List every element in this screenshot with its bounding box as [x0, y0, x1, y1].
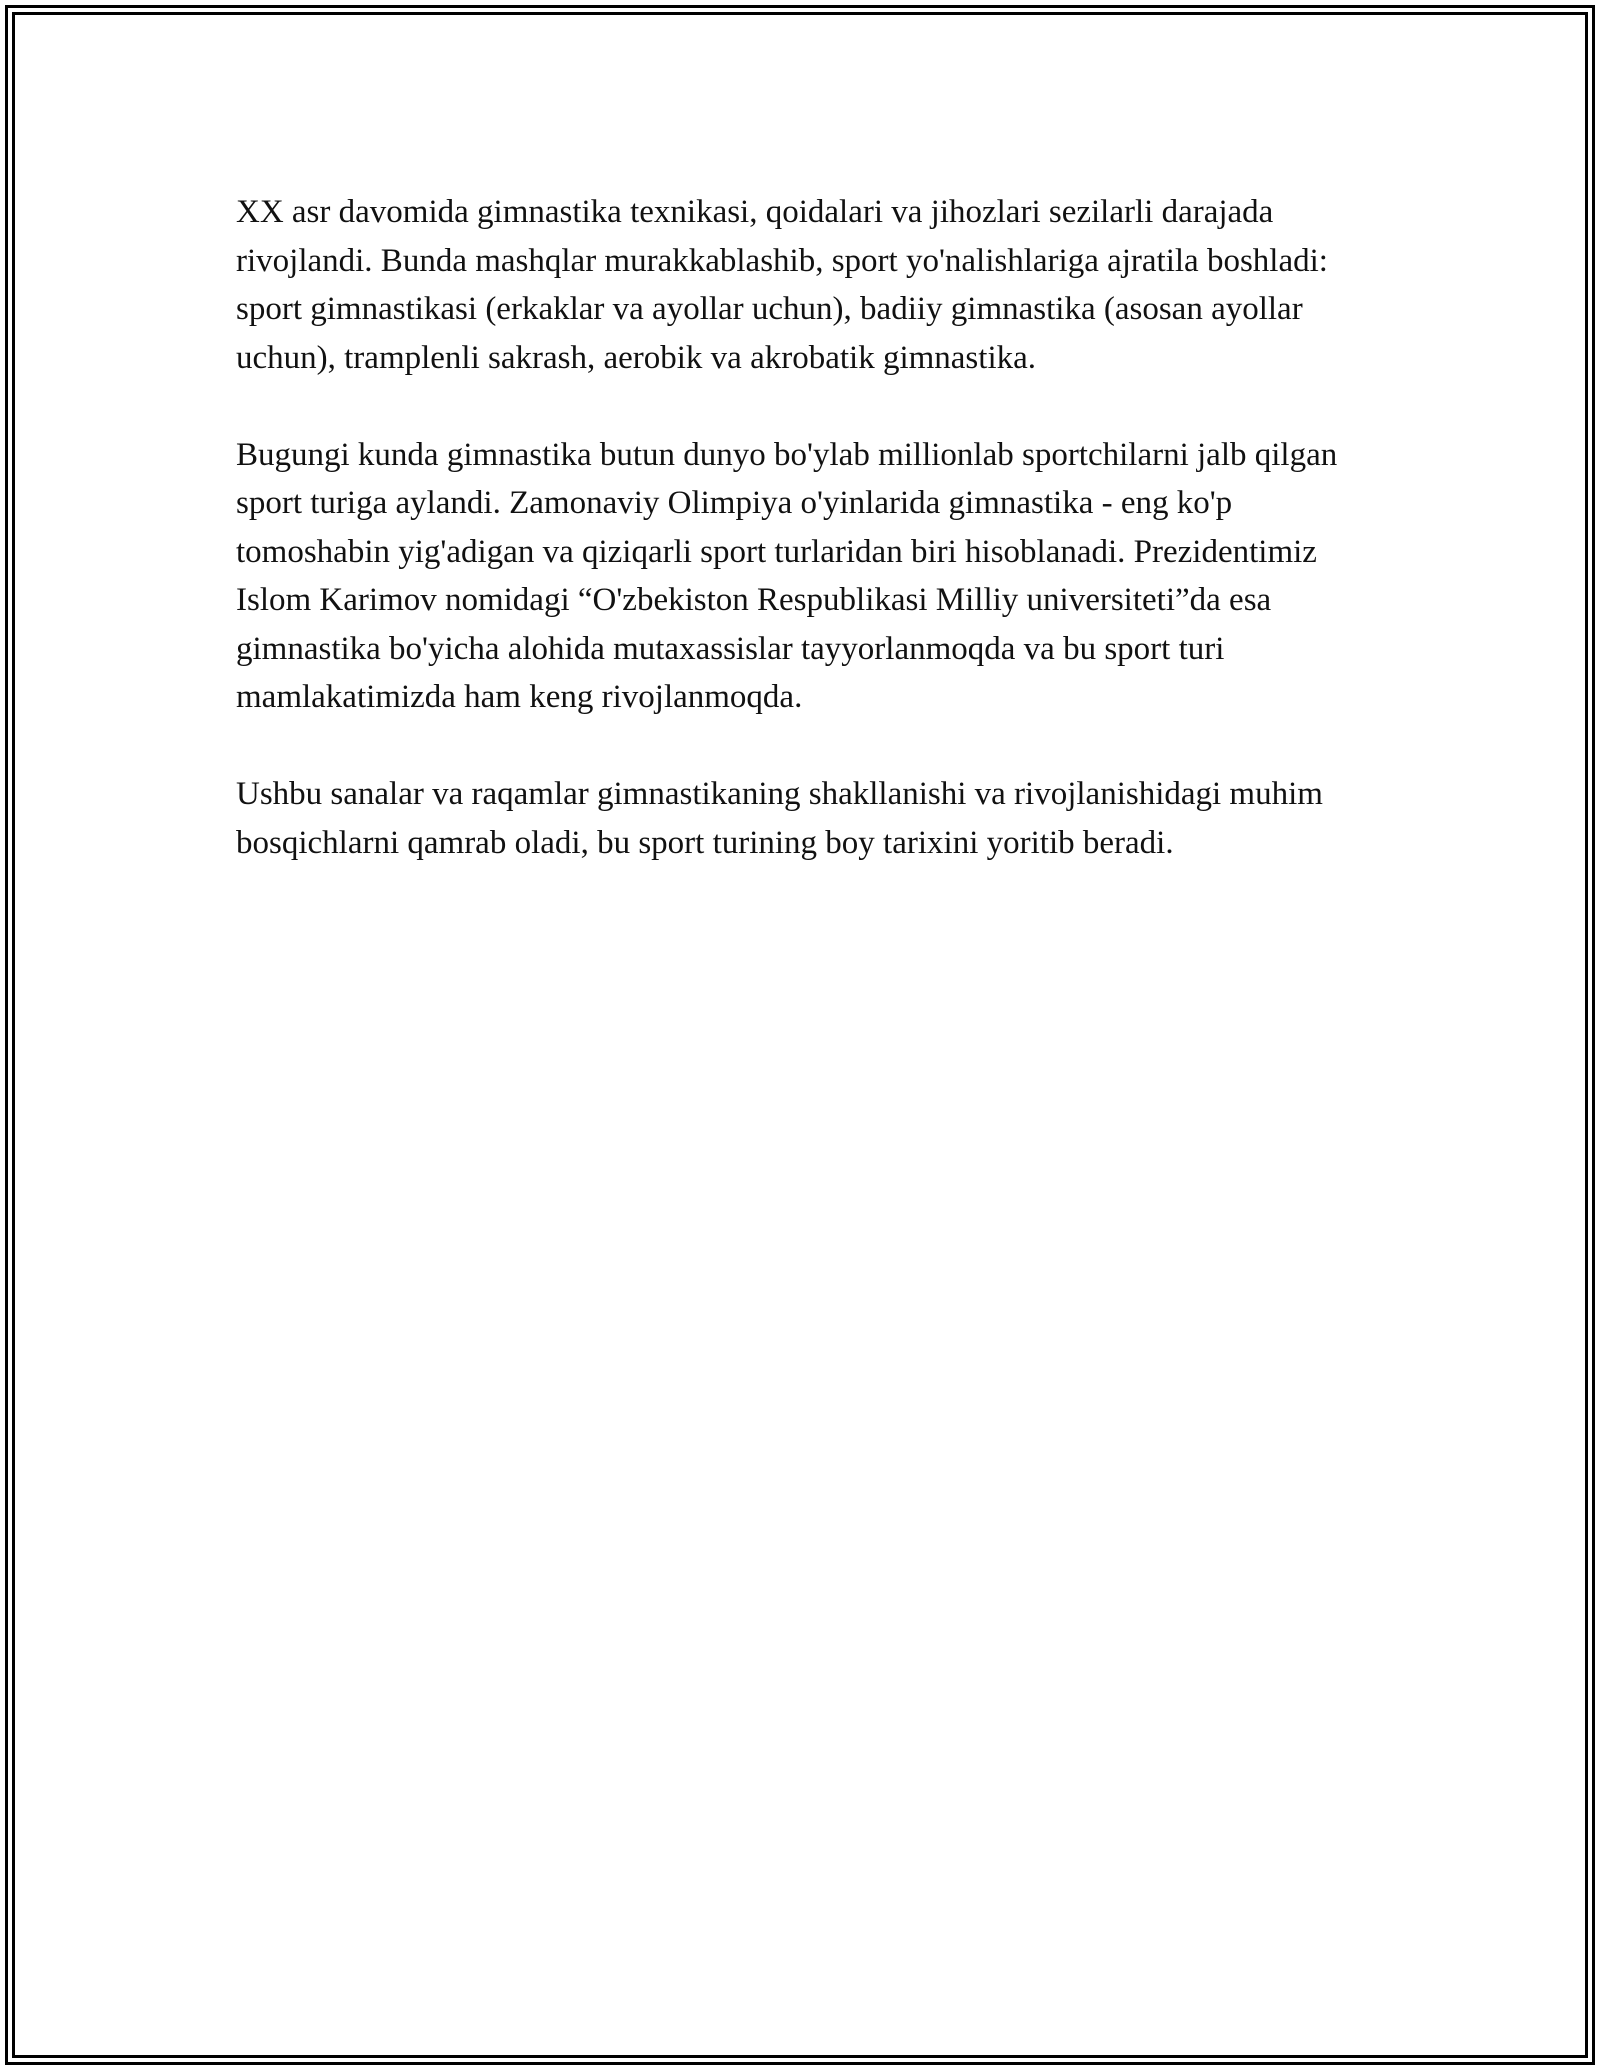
paragraph-3: Ushbu sanalar va raqamlar gimnastikaning shakllanishi va rivojlanishidagi muhim bosqichlarni qamrab oladi, bu sport turining boy tarixini yoritib beradi. [236, 776, 1323, 861]
paragraph-2: Bugungi kunda gimnastika butun dunyo bo'ylab millionlab sportchilarni jalb qilgan sport turiga aylandi. Zamonaviy Olimpiya o'yinlarida gimnastika - eng ko'p tomoshabin yig'adigan va qiziqarli sport turlaridan biri hisoblanadi. Prezidentimiz Islom Karimov nomidagi “O'zbekiston Respublikasi Milliy universiteti”da esa gimnastika bo'yicha alohida mutaxassislar tayyorlanmoqda va bu sport turi mamlakatimizda ham keng rivojlanmoqda. [236, 436, 1338, 715]
document-body [236, 188, 1376, 916]
paragraph-1: XX asr davomida gimnastika texnikasi, qoidalari va jihozlari sezilarli darajada rivojlandi. Bunda mashqlar murakkablashib, sport yo'nalishlariga ajratila boshladi: sport gimnastikasi (erkaklar va ayollar uchun), badiiy gimnastika (asosan ayollar uchun), tramplenli sakrash, aerobik va akrobatik gimnastika. [236, 194, 1328, 376]
